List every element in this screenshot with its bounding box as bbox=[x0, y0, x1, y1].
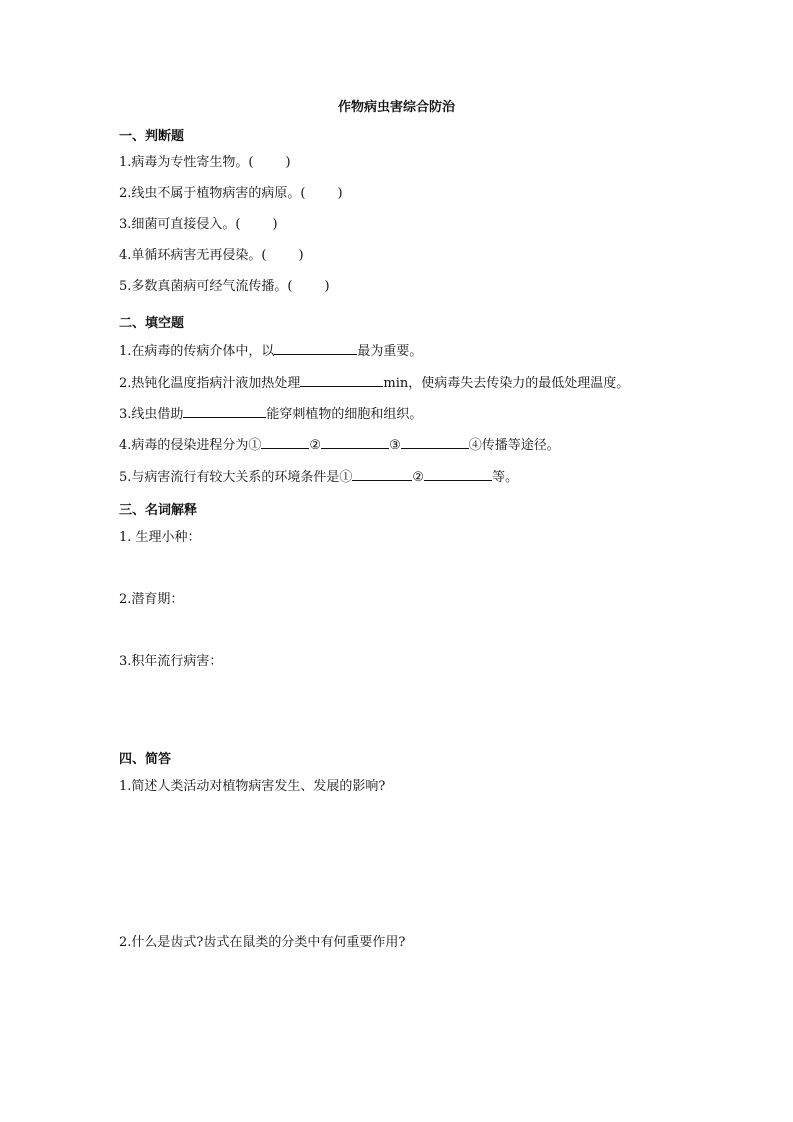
fill-blank[interactable] bbox=[401, 435, 469, 449]
section-heading-fill-blank: 二、填空题 bbox=[119, 316, 185, 331]
fill-blank[interactable] bbox=[424, 467, 492, 481]
term-item-1: 1. 生理小种： bbox=[119, 530, 201, 545]
judgment-item-5: 5.多数真菌病可经气流传播。( ) bbox=[119, 279, 330, 294]
fill-blank[interactable] bbox=[274, 341, 357, 355]
page-title: 作物病虫害综合防治 bbox=[337, 100, 455, 115]
judgment-item-1: 1.病毒为专性寄生物。( ) bbox=[119, 155, 291, 170]
section-heading-short-answer: 四、简答 bbox=[119, 752, 172, 767]
judgment-item-2: 2.线虫不属于植物病害的病原。( ) bbox=[119, 186, 343, 201]
judgment-item-4: 4.单循环病害无再侵染。( ) bbox=[119, 248, 304, 263]
term-item-3: 3.积年流行病害： bbox=[119, 654, 223, 669]
short-answer-item-1: 1.简述人类活动对植物病害发生、发展的影响? bbox=[119, 779, 386, 794]
section-heading-terms: 三、名词解释 bbox=[119, 503, 198, 518]
fill-item-1: 1.在病毒的传病介体中，以 最为重要。 bbox=[119, 341, 422, 361]
section-heading-judgment: 一、判断题 bbox=[119, 129, 185, 144]
fill-blank[interactable] bbox=[300, 373, 383, 387]
fill-blank[interactable] bbox=[261, 435, 309, 449]
fill-blank[interactable] bbox=[352, 467, 412, 481]
fill-item-3: 3.线虫借助 能穿刺植物的细胞和组织。 bbox=[119, 404, 422, 424]
term-item-2: 2.潜育期： bbox=[119, 592, 184, 607]
short-answer-item-2: 2.什么是齿式?齿式在鼠类的分类中有何重要作用? bbox=[119, 935, 406, 950]
fill-blank[interactable] bbox=[183, 404, 266, 418]
fill-item-2: 2.热钝化温度指病汁液加热处理 min，使病毒失去传染力的最低处理温度。 bbox=[119, 373, 629, 393]
fill-blank[interactable] bbox=[321, 435, 389, 449]
fill-item-4: 4.病毒的侵染进程分为① ② ③ ④传播等途径。 bbox=[119, 435, 560, 455]
fill-item-5: 5.与病害流行有较大关系的环境条件是① ② 等。 bbox=[119, 467, 518, 487]
judgment-item-3: 3.细菌可直接侵入。( ) bbox=[119, 217, 278, 232]
